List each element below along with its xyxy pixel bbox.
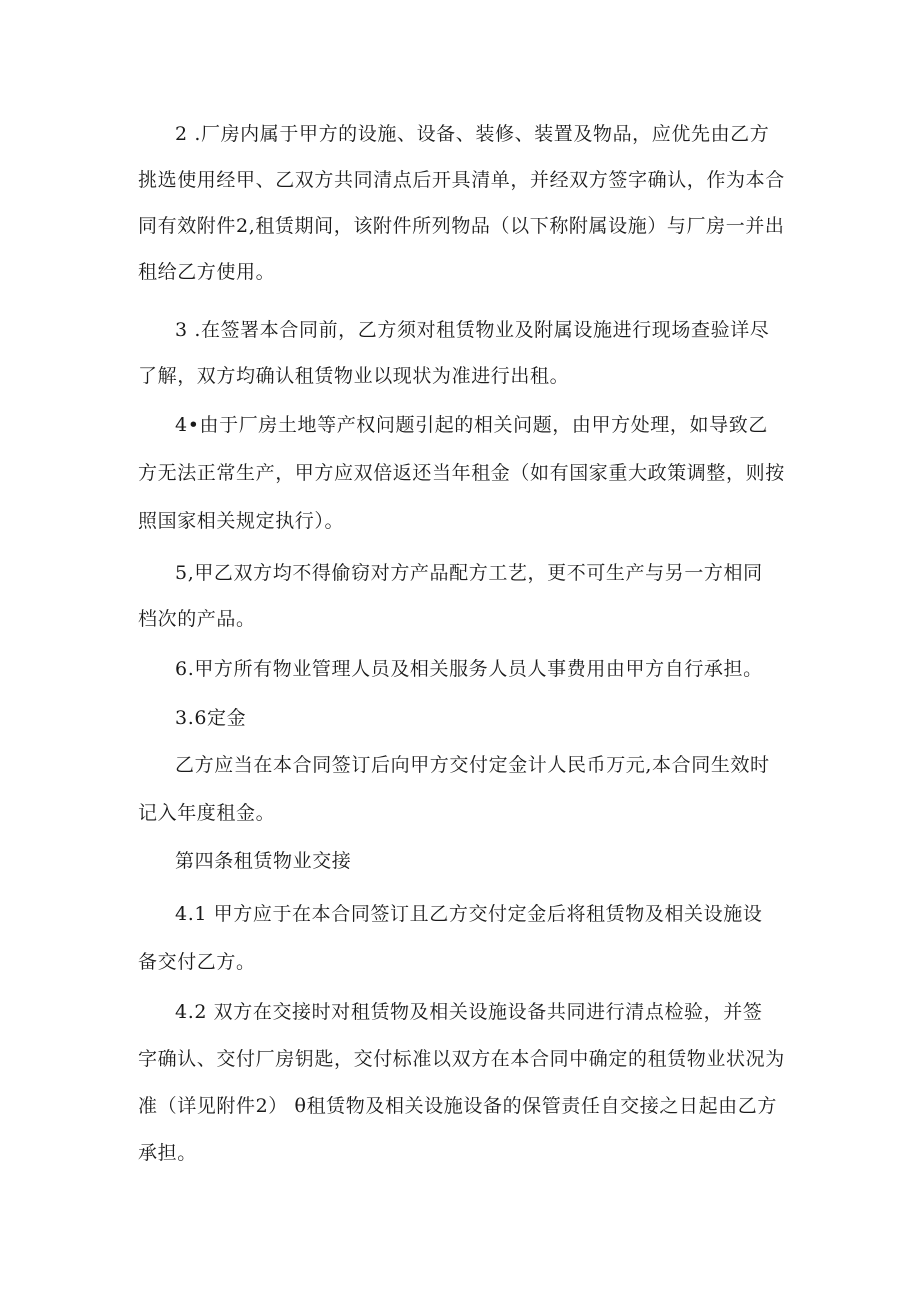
paragraph-line: 备交付乙方。	[138, 951, 256, 973]
paragraph-line: 挑选使用经甲、乙双方共同清点后开具清单，并经双方签字确认，作为本合	[138, 169, 785, 191]
paragraph-line: 字确认、交付厂房钥匙，交付标准以双方在本合同中确定的租赁物业状况为	[138, 1048, 785, 1070]
paragraph-line: 照国家相关规定执行）。	[138, 510, 345, 532]
paragraph-line: 3 .在签署本合同前，乙方须对租赁物业及附属设施进行现场查验详尽	[175, 319, 770, 341]
paragraph-line: 记入年度租金。	[138, 802, 276, 824]
paragraph-line: 4.2 双方在交接时对租赁物及相关设施设备共同进行清点检验，并签	[175, 1001, 763, 1023]
paragraph-line: 2 .厂房内属于甲方的设施、设备、装修、装置及物品，应优先由乙方	[175, 123, 770, 145]
paragraph-line: 承担。	[138, 1142, 197, 1164]
paragraph-line: 方无法正常生产，甲方应双倍返还当年租金（如有国家重大政策调整，则按	[138, 462, 785, 484]
section-heading: 3.6定金	[175, 707, 247, 729]
paragraph-line: 乙方应当在本合同签订后向甲方交付定金计人民币万元,本合同生效时	[175, 754, 770, 776]
paragraph-line: 4•由于厂房土地等产权问题引起的相关问题，由甲方处理，如导致乙	[175, 414, 768, 436]
paragraph-line: 准（详见附件2） θ租赁物及相关设施设备的保管责任自交接之日起由乙方	[138, 1095, 777, 1117]
paragraph-line: 同有效附件2,租赁期间，该附件所列物品（以下称附属设施）与厂房一并出	[138, 215, 785, 237]
paragraph-line: 5,甲乙双方均不得偷窃对方产品配方工艺，更不可生产与另一方相同	[175, 562, 763, 584]
paragraph-line: 4.1 甲方应于在本合同签订且乙方交付定金后将租赁物及相关设施设	[175, 903, 763, 925]
article-heading: 第四条租赁物业交接	[175, 850, 352, 872]
paragraph-line: 6.甲方所有物业管理人员及相关服务人员人事费用由甲方自行承担。	[175, 658, 763, 680]
paragraph-line: 租给乙方使用。	[138, 261, 276, 283]
paragraph-line: 了解，双方均确认租赁物业以现状为准进行出租。	[138, 365, 570, 387]
paragraph-line: 档次的产品。	[138, 608, 256, 630]
